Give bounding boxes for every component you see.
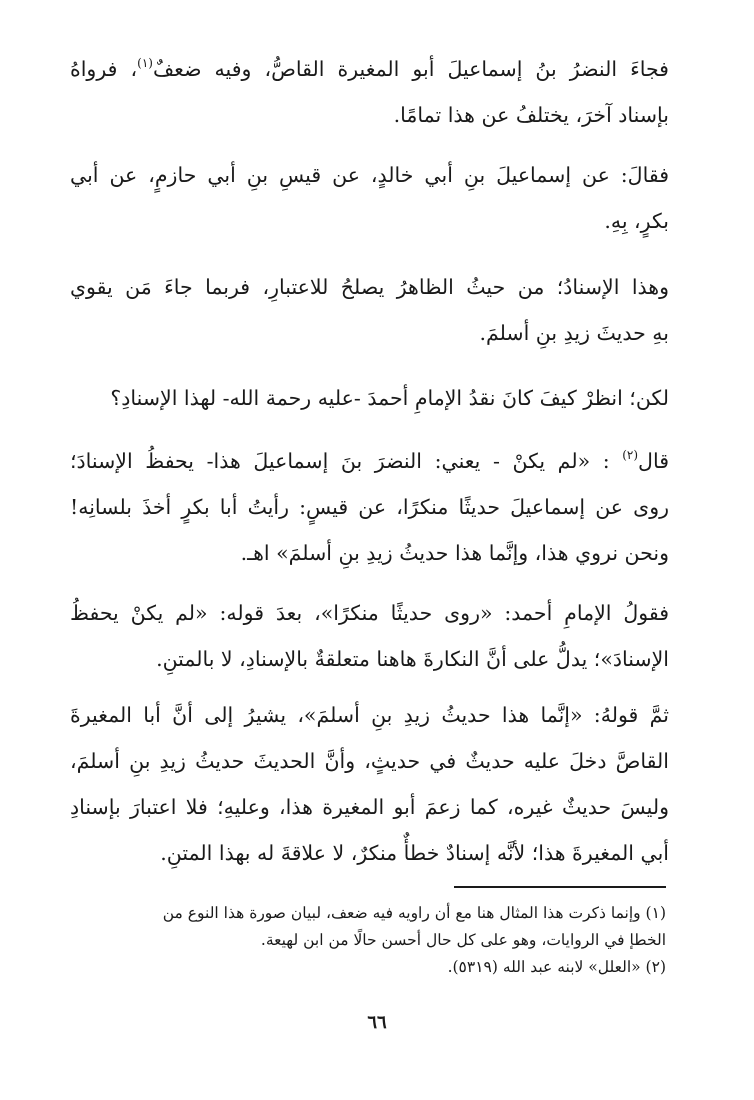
paragraph-line: ونحن نروي هذا، وإنَّما هذا حديثُ زيدِ بنِ أسلمَ» اهـ.: [240, 541, 669, 565]
paragraph-line: ثمَّ قولهُ: «إنَّما هذا حديثُ زيدِ بنِ أسلمَ»، يشيرُ إلى أنَّ أبا المغيرةَ: [70, 703, 669, 727]
paragraph-line: روى عن إسماعيلَ حديثًا منكرًا، عن قيسٍ: رأيتُ أبا بكرٍ أخذَ بلسانِه!: [70, 495, 669, 519]
paragraph-line: أبي المغيرةَ هذا؛ لأنَّه إسنادٌ خطأٌ منكرٌ، لا علاقةَ له بهذا المتنِ.: [160, 841, 669, 865]
footnote-2: (٢) «العلل» لابنه عبد الله (٥٣١٩).: [447, 958, 666, 976]
footnote-1-line-2: الخطإ في الروايات، وهو على كل حال أحسن حالًا من ابن لهيعة.: [260, 931, 666, 949]
footnote-1-line-1: (١) وإنما ذكرت هذا المثال هنا مع أن راويه فيه ضعف، لبيان صورة هذا النوع من: [162, 904, 666, 922]
footnote-ref-2[interactable]: (٢): [622, 448, 639, 462]
paragraph-6: [70, 590, 669, 682]
paragraph-line: وهذا الإسنادُ؛ من حيثُ الظاهرُ يصلحُ للاعتبارِ، فربما جاءَ مَن يقوي: [70, 275, 669, 299]
paragraph-line: فقالَ: عن إسماعيلَ بنِ أبي خالدٍ، عن قيسِ بنِ أبي حازمٍ، عن أبي: [70, 163, 669, 187]
footnote-ref-1[interactable]: (١): [137, 56, 153, 70]
footnote-divider: [454, 886, 666, 888]
paragraph-line: وليسَ حديثٌ غيره، كما زعمَ أبو المغيرة هذا، وعليهِ؛ فلا اعتبارَ بإسنادِ: [70, 795, 669, 819]
paragraph-7: [70, 692, 669, 876]
paragraph-4: [70, 375, 669, 421]
paragraph-line: بهِ حديثَ زيدِ بنِ أسلمَ.: [479, 321, 669, 345]
paragraph-line: القاصَّ دخلَ عليه حديثٌ في حديثٍ، وأنَّ الحديثَ حديثُ زيدِ بنِ أسلمَ،: [70, 749, 669, 773]
paragraph-3: [70, 264, 669, 356]
paragraph-5: [70, 438, 669, 576]
footnotes: [70, 900, 666, 981]
page-number: ٦٦: [367, 1012, 387, 1033]
paragraph-line: فجاءَ النضرُ بنُ إسماعيلَ أبو المغيرة القاصُّ، وفيه ضعفٌ$^{(١)}$، فرواهُ: [70, 56, 669, 81]
paragraph-line: بإسناد آخرَ، يختلفُ عن هذا تمامًا.: [393, 103, 669, 127]
paragraph-line: قال$^{(٢)}$ : «لم يكنْ - يعني: النضرَ بنَ إسماعيلَ هذا- يحفظُ الإسنادَ؛: [70, 448, 669, 473]
paragraph-line: الإسنادَ»؛ يدلُّ على أنَّ النكارةَ هاهنا متعلقةٌ بالإسنادِ، لا بالمتنِ.: [156, 647, 669, 671]
paragraph-1: [70, 46, 669, 138]
paragraph-line: بكرٍ، بِهِ.: [604, 209, 669, 233]
paragraph-2: [70, 152, 669, 244]
paragraph-line: فقولُ الإمامِ أحمد: «روى حديثًا منكرًا»، بعدَ قوله: «لم يكنْ يحفظُ: [70, 601, 669, 625]
paragraph-line: لكن؛ انظرْ كيفَ كانَ نقدُ الإمامِ أحمدَ -عليه رحمة الله- لهذا الإسنادِ؟: [110, 386, 669, 410]
